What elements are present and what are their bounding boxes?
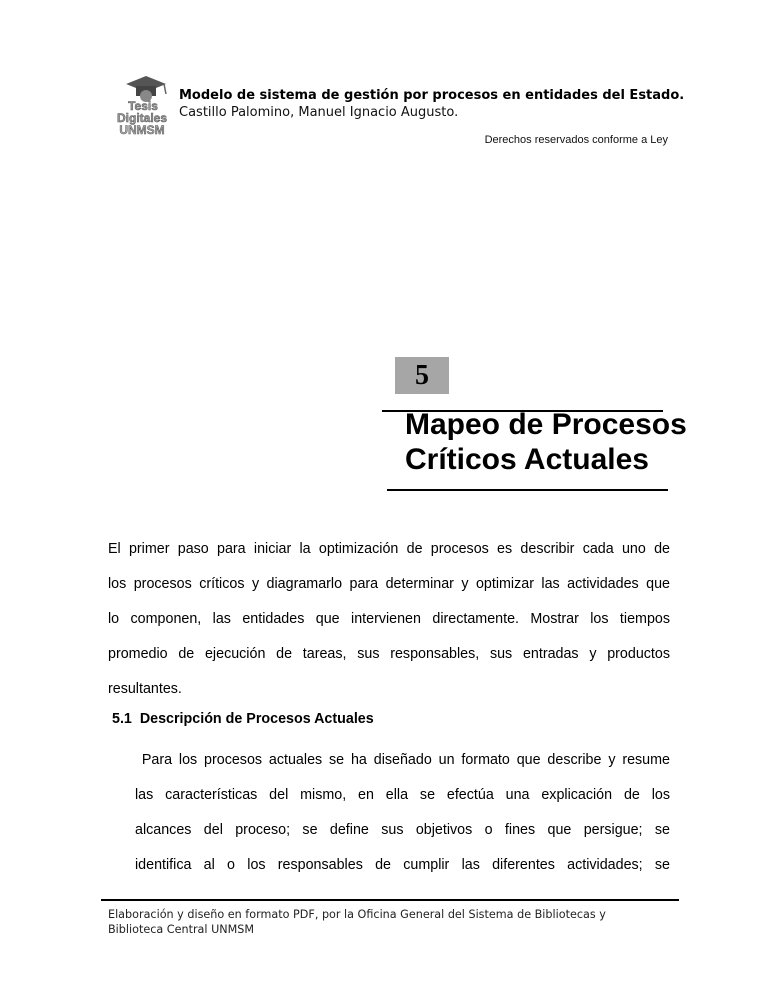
chapter-number: 5 — [395, 357, 449, 394]
svg-text:UNMSM: UNMSM — [119, 123, 165, 136]
chapter-title-line: Críticos Actuales — [405, 443, 649, 476]
footer-line: Biblioteca Central UNMSM — [108, 923, 255, 936]
footer-line: Elaboración y diseño en formato PDF, por la Oficina General del Sistema de Bibliotecas y — [108, 908, 606, 921]
document-author: Castillo Palomino, Manuel Ignacio Augusto. — [179, 105, 459, 120]
text-line: identifica al o los responsables de cumplir las diferentes actividades; se — [135, 857, 670, 873]
chapter-rule-bottom — [387, 489, 668, 491]
text-line: alcances del proceso; se define sus objetivos o fines que persigue; se — [135, 822, 670, 838]
section-heading: 5.1 Descripción de Procesos Actuales — [112, 711, 374, 727]
chapter-title — [405, 407, 687, 477]
text-line: resultantes. — [108, 681, 182, 697]
svg-text:Digitales: Digitales — [116, 111, 168, 125]
text-line: las características del mismo, en ella se efectúa una explicación de los — [135, 787, 670, 803]
text-line: promedio de ejecución de tareas, sus responsables, sus entradas y productos — [108, 646, 670, 662]
text-line: lo componen, las entidades que intervienen directamente. Mostrar los tiempos — [108, 611, 670, 627]
svg-text:Tesis: Tesis — [128, 99, 158, 113]
text-line: Para los procesos actuales se ha diseñado un formato que describe y resume — [135, 752, 670, 768]
footer-text — [108, 907, 606, 937]
text-line: El primer paso para iniciar la optimización de procesos es describir cada uno de — [108, 541, 670, 557]
rights-notice: Derechos reservados conforme a Ley — [484, 134, 668, 146]
text-line: los procesos críticos y diagramarlo para determinar y optimizar las actividades que — [108, 576, 670, 592]
chapter-title-line: Mapeo de Procesos — [405, 408, 687, 441]
document-title: Modelo de sistema de gestión por procesos en entidades del Estado. — [179, 88, 685, 103]
graduation-cap-icon — [112, 72, 172, 136]
footer-rule — [101, 899, 679, 901]
tesis-digitales-logo — [112, 72, 172, 136]
